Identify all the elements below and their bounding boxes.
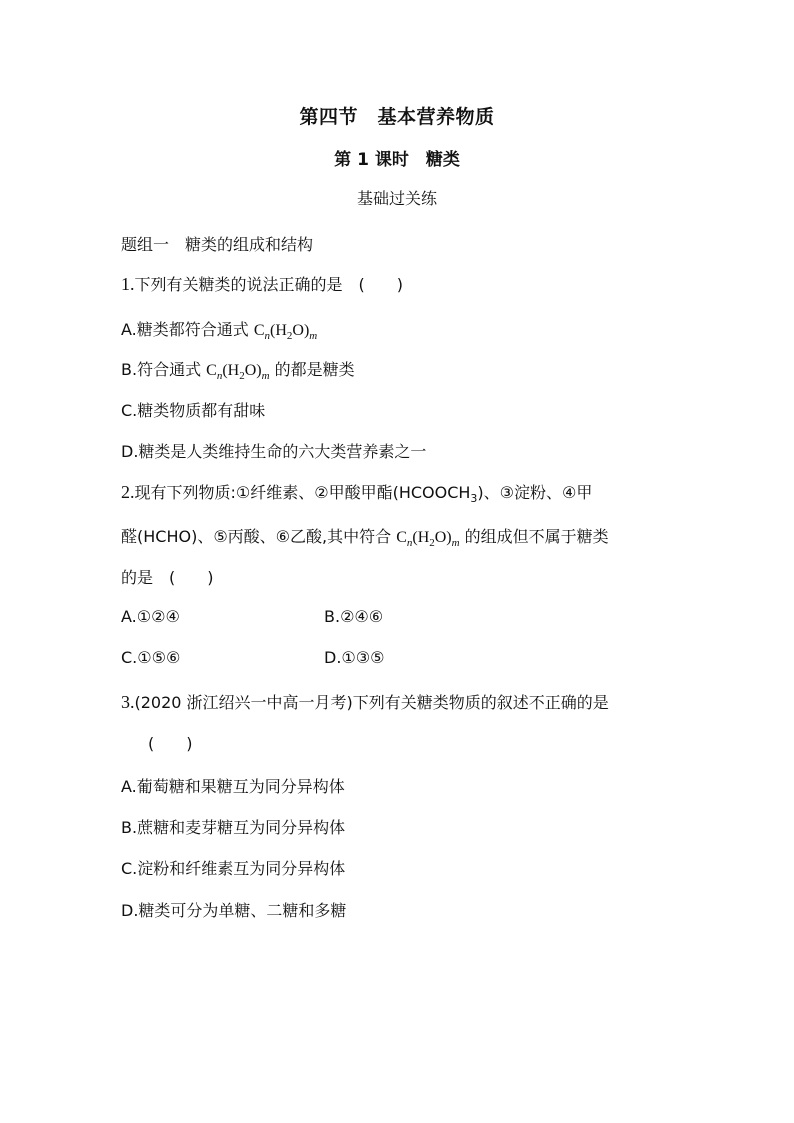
- question-number: 2.: [121, 482, 135, 502]
- question-2-option-a: A.①②④: [121, 607, 180, 626]
- formula: $C_n(H_2O)_m$: [206, 362, 270, 383]
- option-text: A.糖类都符合通式: [121, 320, 254, 339]
- question-1-option-d: D.糖类是人类维持生命的六大类营养素之一: [121, 442, 427, 461]
- question-1-option-c: C.糖类物质都有甜味: [121, 401, 266, 420]
- formula: $C_n(H_2O)_m$: [396, 529, 460, 550]
- question-2-line-2: 醛(HCHO)、⑤丙酸、⑥乙酸,其中符合 $C_n(H_2O)_m$ 的组成但不属于糖类: [121, 527, 609, 550]
- question-text: 下列有关糖类的说法正确的是 ( ): [134, 275, 403, 294]
- lesson-title: 第 1 课时 糖类: [334, 150, 460, 170]
- question-3-option-d: D.糖类可分为单糖、二糖和多糖: [121, 901, 347, 920]
- question-2-option-b: B.②④⑥: [324, 607, 384, 626]
- question-2-option-c: C.①⑤⑥: [121, 648, 181, 667]
- section-title: 第四节 基本营养物质: [299, 106, 495, 128]
- question-3-option-c: C.淀粉和纤维素互为同分异构体: [121, 859, 346, 878]
- option-text: B.符合通式: [121, 360, 207, 379]
- formula: $C_n(H_2O)_m$: [253, 322, 318, 343]
- question-3-stem: [121, 690, 609, 713]
- question-3-option-a: A.葡萄糖和果糖互为同分异构体: [121, 777, 345, 796]
- question-1-option-a: [121, 317, 317, 342]
- question-number: 3.: [121, 692, 135, 712]
- question-2-line-3: 的是 ( ): [121, 568, 214, 587]
- question-3-option-b: B.蔗糖和麦芽糖互为同分异构体: [121, 818, 346, 837]
- question-1-stem: [121, 272, 403, 295]
- question-text: 下列有关糖类物质的叙述不正确的是: [352, 693, 609, 712]
- option-text-suffix: 的都是糖类: [269, 360, 355, 379]
- question-source: (2020 浙江绍兴一中高一月考): [134, 693, 353, 712]
- question-number: 1.: [121, 274, 135, 294]
- group-title: 题组一 糖类的组成和结构: [121, 235, 314, 254]
- question-2-line-1: 2.现有下列物质:①纤维素、②甲酸甲酯$(HCOOCH_3)$、③淀粉、④甲: [121, 482, 593, 506]
- question-2-option-d: D.①③⑤: [324, 648, 385, 667]
- question-1-option-b: [121, 357, 355, 382]
- answer-parentheses: ( ): [148, 734, 193, 753]
- exercise-subtitle: 基础过关练: [356, 189, 437, 208]
